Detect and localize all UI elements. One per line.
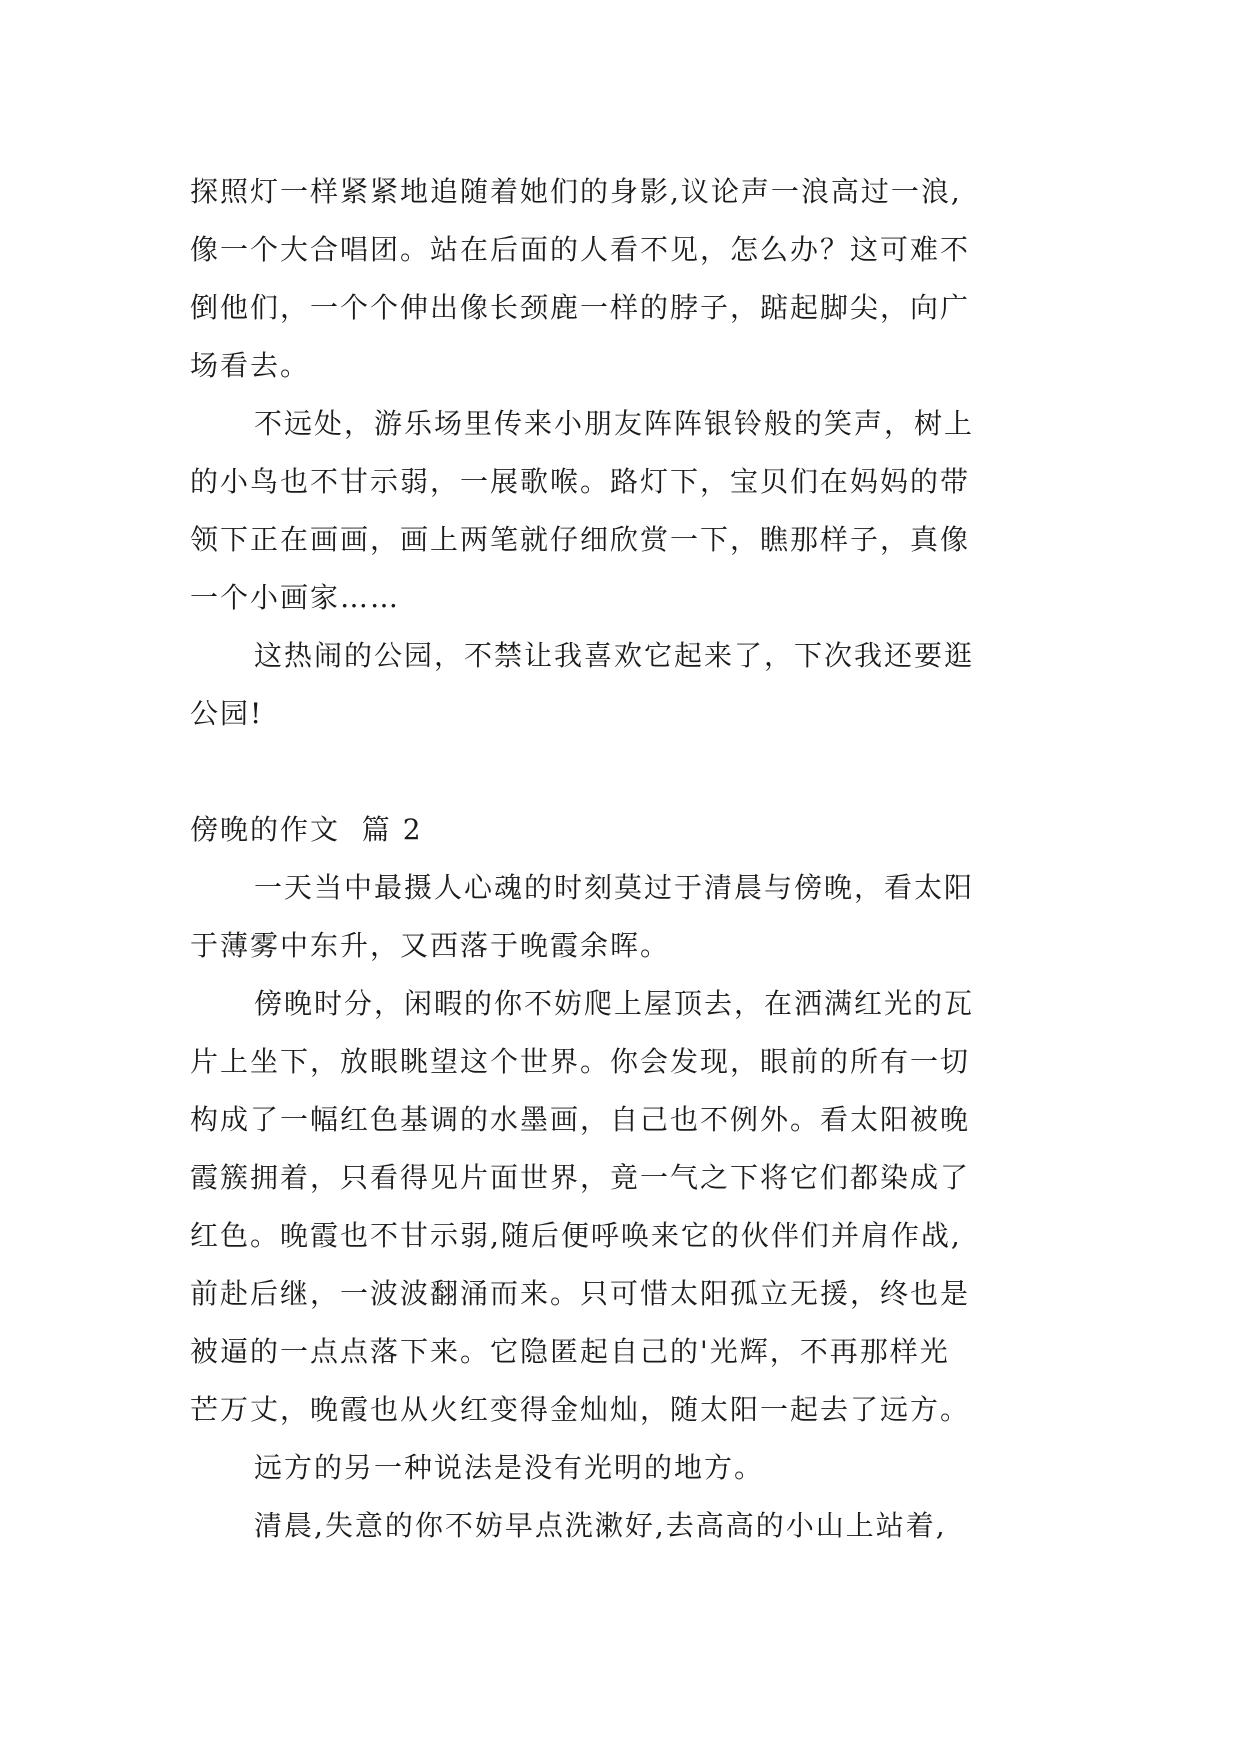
- text-line: 像一个大合唱团。站在后面的人看不见，怎么办？这可难不: [190, 233, 971, 266]
- section-spacer: [190, 743, 1090, 801]
- text-line: 这热闹的公园，不禁让我喜欢它起来了，下次我还要逛: [254, 639, 975, 672]
- text-line: 霞簇拥着，只看得见片面世界，竟一气之下将它们都染成了: [190, 1161, 971, 1194]
- section-heading: 傍晚的作文 篇 2: [190, 813, 423, 846]
- document-body: [190, 163, 1090, 1555]
- text-line: 探照灯一样紧紧地追随着她们的身影,议论声一浪高过一浪,: [190, 175, 962, 208]
- text-line: 于薄雾中东升，又西落于晚霞余晖。: [190, 929, 671, 962]
- paragraph: [190, 975, 1090, 1439]
- text-line: 倒他们，一个个伸出像长颈鹿一样的脖子，踮起脚尖，向广: [190, 291, 971, 324]
- text-line: 远方的另一种说法是没有光明的地方。: [254, 1451, 765, 1484]
- text-line: 领下正在画画，画上两笔就仔细欣赏一下，瞧那样子，真像: [190, 523, 971, 556]
- text-line: 前赴后继，一波波翻涌而来。只可惜太阳孤立无援，终也是: [190, 1277, 971, 1310]
- paragraph: [190, 163, 1090, 395]
- text-line: 不远处，游乐场里传来小朋友阵阵银铃般的笑声，树上: [254, 407, 975, 440]
- text-line: 傍晚时分，闲暇的你不妨爬上屋顶去，在洒满红光的瓦: [254, 987, 975, 1020]
- text-line: 芒万丈，晚霞也从火红变得金灿灿，随太阳一起去了远方。: [190, 1393, 971, 1426]
- text-line: 场看去。: [190, 349, 311, 382]
- text-line: 的小鸟也不甘示弱，一展歌喉。路灯下，宝贝们在妈妈的带: [190, 465, 971, 498]
- paragraph: [190, 395, 1090, 627]
- paragraph: [190, 1439, 1090, 1497]
- text-line: 被逼的一点点落下来。它隐匿起自己的'光辉，不再那样光: [190, 1335, 950, 1368]
- paragraph: [190, 1497, 1090, 1555]
- text-line: 清晨,失意的你不妨早点洗漱好,去高高的小山上站着,: [254, 1509, 947, 1542]
- text-line: 构成了一幅红色基调的水墨画，自己也不例外。看太阳被晚: [190, 1103, 971, 1136]
- text-line: 片上坐下，放眼眺望这个世界。你会发现，眼前的所有一切: [190, 1045, 971, 1078]
- text-line: 一个小画家……: [190, 581, 401, 614]
- paragraph: [190, 859, 1090, 975]
- paragraph: [190, 627, 1090, 743]
- text-line: 一天当中最摄人心魂的时刻莫过于清晨与傍晚，看太阳: [254, 871, 975, 904]
- text-line: 公园!: [190, 697, 264, 730]
- text-line: 红色。晚霞也不甘示弱,随后便呼唤来它的伙伴们并肩作战,: [190, 1219, 962, 1252]
